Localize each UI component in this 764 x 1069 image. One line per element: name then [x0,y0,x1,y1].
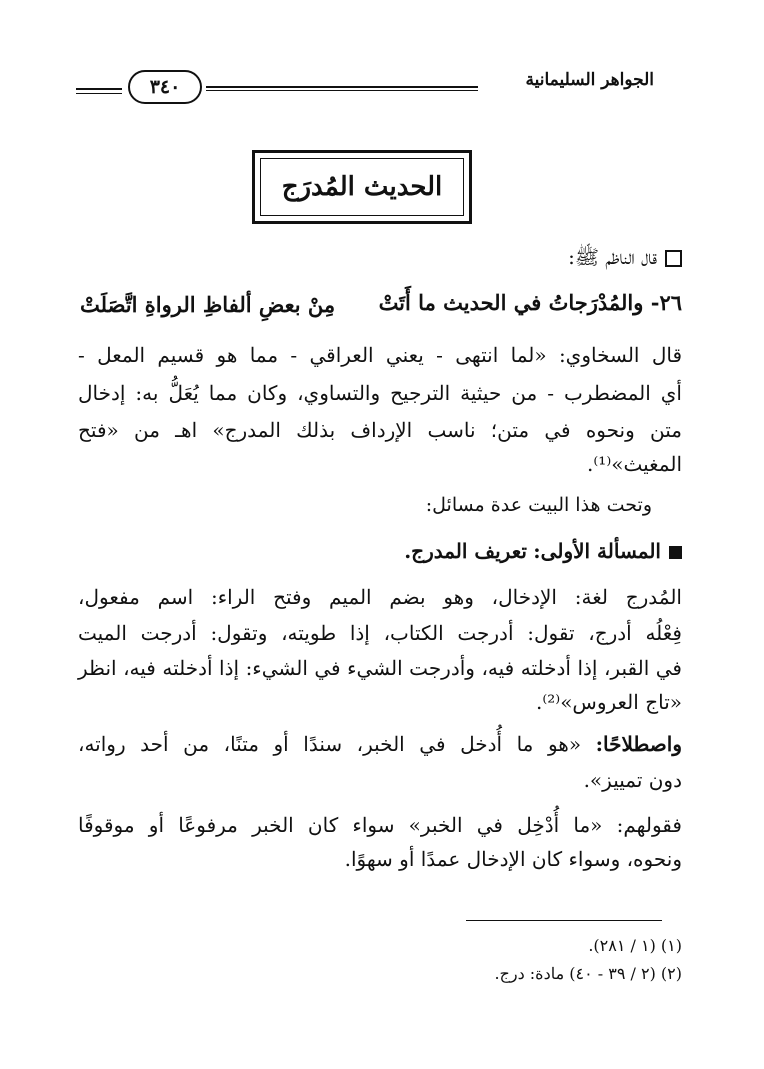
chapter-title-frame [252,150,472,224]
definition-text: «هو ما أُدخل في الخبر، سندًا أو متنًا، من أحد رواته، [78,732,582,756]
para4-line-1: فقولهم: «ما أُدْخِل في الخبر» سواء كان الخبر مرفوعًا أو موقوفًا [78,813,682,837]
para2-line-4: «تاج العروس»⁽²⁾. [535,690,682,714]
header-rule-thin [206,90,478,91]
para2-line-1: المُدرج لغة: الإدخال، وهو بضم الميم وفتح الراء: اسم مفعول، [78,585,682,609]
issue-heading [404,541,682,561]
para1-line-1: قال السخاوي: «لما انتهى - يعني العراقي - مما هو قسيم المعل - [78,343,682,367]
verse-first-half: والمُدْرَجاتُ في الحديث ما أَتَتْ [378,290,644,315]
poet-intro-line [568,247,682,267]
header-rule [206,86,478,88]
para1-line-4: المغيث»⁽¹⁾. [587,452,682,476]
para2-line-2: فِعْلُه أدرج، تقول: أدرجت الكتاب، إذا طويته، وتقول: أدرجت الميت [78,621,682,645]
para4-line-2: ونحوه، وسواء كان الإدخال عمدًا أو سهوًا. [344,847,682,871]
definition-label: واصطلاحًا: [595,732,683,756]
page-number: ٣٤٠ [128,70,202,104]
chapter-title: الحديث المُدرَج [281,172,443,202]
verse-number: ٢٦- [650,290,682,315]
issue-title: تعريف المدرج. [404,539,527,563]
verse-first-half-line [379,292,682,313]
hollow-square-icon [665,250,682,267]
issues-intro: وتحت هذا البيت عدة مسائل: [425,494,652,516]
para2-line-3: في القبر، إذا أدخلته فيه، وأدرجت الشيء في الشيء: إذا أدخلته فيه، انظر [78,656,682,680]
poet-intro-text: قال الناظم ﷺ: [568,245,657,269]
page-number-dash [76,88,122,90]
running-header [76,70,654,110]
chapter-title-inner-frame [260,158,464,216]
verse-second-half: مِنْ بعضِ ألفاظِ الرواةِ اتَّصَلَتْ [80,292,336,317]
filled-square-icon [669,546,682,559]
footnote-1: (١) (١ / ٢٨١). [588,936,682,955]
para3-line-1 [78,734,682,754]
para1-line-2: أي المضطرب - من حيثية الترجيح والتساوي، وكان مما يُعَلُّ به: إدخال [78,381,682,405]
footnote-2: (٢) (٢ / ٣٩ - ٤٠) مادة: درج. [494,964,682,983]
book-title: الجواهر السليمانية [525,70,654,90]
page-number-dash-thin [76,93,122,94]
para3-line-2: دون تمييز». [583,768,682,792]
footnote-rule [466,920,662,921]
issue-label: المسألة الأولى: [533,539,661,563]
para1-line-3: متن ونحوه في متن؛ ناسب الإرداف بذلك المدرج» اهـ من «فتح [78,418,682,442]
